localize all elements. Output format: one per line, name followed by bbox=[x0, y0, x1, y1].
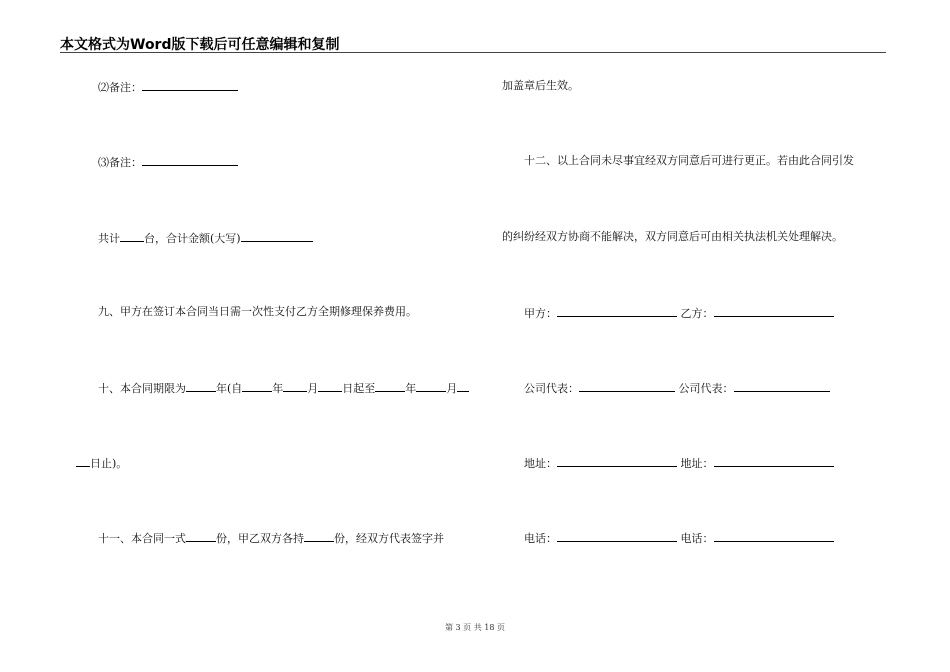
note-3-blank bbox=[142, 154, 238, 166]
note-2-label: ⑵备注： bbox=[98, 81, 142, 94]
start-year-blank bbox=[242, 380, 272, 392]
clause-11-text-a: 十一、本合同一式 bbox=[98, 532, 186, 545]
note-3-label: ⑶备注： bbox=[98, 156, 142, 169]
end-day-blank-a bbox=[457, 380, 469, 392]
rep-a-blank bbox=[579, 380, 675, 392]
address-b-label: 地址： bbox=[680, 457, 714, 470]
clause-10-text-d: 月 bbox=[307, 382, 319, 395]
clause-10-end-text: 日止)。 bbox=[90, 457, 128, 470]
address-a-blank bbox=[557, 455, 677, 467]
total-amount-label: 台，合计金额(大写) bbox=[144, 232, 241, 245]
rep-a-label: 公司代表： bbox=[524, 382, 579, 395]
total-units-blank bbox=[120, 230, 144, 242]
clause-10-text-c: 年 bbox=[272, 382, 284, 395]
clause-11-text-c: 份，经双方代表签字并 bbox=[334, 532, 444, 545]
total-label: 共计 bbox=[98, 232, 120, 245]
party-b-label: 乙方： bbox=[680, 307, 714, 320]
note-3-line bbox=[98, 154, 238, 170]
clause-10-text-f: 年 bbox=[405, 382, 417, 395]
phone-a-label: 电话： bbox=[524, 532, 557, 545]
document-header-title: 本文格式为Word版下载后可任意编辑和复制 bbox=[60, 37, 340, 53]
address-a-label: 地址： bbox=[524, 457, 557, 470]
total-amount-blank bbox=[241, 230, 313, 242]
party-a-label: 甲方： bbox=[524, 307, 557, 320]
term-years-blank bbox=[186, 380, 216, 392]
address-line bbox=[524, 455, 834, 471]
clause-10-end-line bbox=[76, 455, 127, 471]
phone-a-blank bbox=[557, 530, 677, 542]
parties-line bbox=[524, 305, 834, 321]
clause-9: 九、甲方在签订本合同当日需一次性支付乙方全期修理保养费用。 bbox=[98, 305, 417, 318]
clause-12-line-1: 十二、以上合同未尽事宜经双方同意后可进行更正。若由此合同引发 bbox=[524, 154, 854, 167]
rep-b-label: 公司代表： bbox=[678, 382, 734, 395]
party-a-blank bbox=[557, 305, 677, 317]
clause-10-text-e: 日起至 bbox=[342, 382, 376, 395]
copies-each-blank bbox=[304, 530, 334, 542]
end-year-blank bbox=[375, 380, 405, 392]
page-number: 第 3 页 共 18 页 bbox=[445, 623, 505, 632]
clause-12-line-2: 的纠纷经双方协商不能解决，双方同意后可由相关执法机关处理解决。 bbox=[502, 230, 843, 243]
rep-b-blank bbox=[734, 380, 830, 392]
clause-11-text-b: 份，甲乙双方各持 bbox=[216, 532, 304, 545]
phone-line bbox=[524, 530, 834, 546]
party-b-blank bbox=[714, 305, 834, 317]
clause-10-text-b: 年(自 bbox=[216, 382, 243, 395]
copies-blank bbox=[186, 530, 216, 542]
end-month-blank bbox=[416, 380, 446, 392]
end-day-blank-b bbox=[76, 455, 90, 467]
start-day-blank bbox=[318, 380, 342, 392]
clause-10-text-g: 月 bbox=[446, 382, 458, 395]
note-2-blank bbox=[142, 79, 238, 91]
clause-10-line bbox=[98, 380, 469, 396]
address-b-blank bbox=[714, 455, 834, 467]
phone-b-label: 电话： bbox=[680, 532, 714, 545]
header-divider bbox=[60, 52, 886, 53]
phone-b-blank bbox=[714, 530, 834, 542]
clause-11-continuation: 加盖章后生效。 bbox=[502, 79, 579, 92]
representatives-line bbox=[524, 380, 830, 396]
clause-11-line bbox=[98, 530, 444, 546]
start-month-blank bbox=[283, 380, 307, 392]
note-2-line bbox=[98, 79, 238, 95]
total-line bbox=[98, 230, 313, 246]
clause-10-text-a: 十、本合同期限为 bbox=[98, 382, 186, 395]
